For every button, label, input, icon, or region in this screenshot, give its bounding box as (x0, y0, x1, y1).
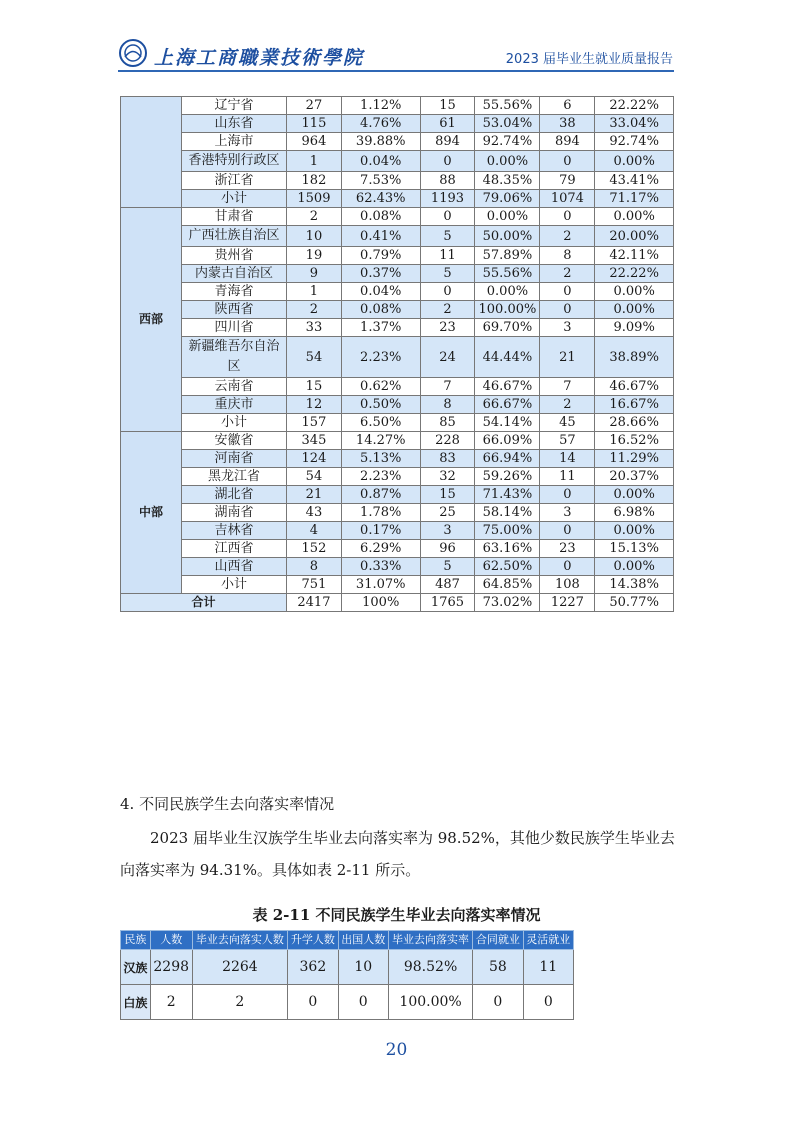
table-row (121, 576, 674, 594)
value-cell: 0 (540, 301, 595, 319)
value-cell: 6.29% (341, 540, 420, 558)
value-cell: 20.37% (595, 468, 674, 486)
value-cell: 44.44% (475, 337, 540, 378)
value-cell: 43 (287, 504, 342, 522)
province-cell: 香港特别行政区 (182, 151, 287, 172)
value-cell: 57.89% (475, 247, 540, 265)
value-cell: 92.74% (475, 133, 540, 151)
value-cell: 61 (420, 115, 475, 133)
value-cell: 894 (540, 133, 595, 151)
table-row (121, 486, 674, 504)
column-header: 毕业去向落实率 (388, 931, 472, 950)
value-cell: 2.23% (341, 337, 420, 378)
value-cell: 59.26% (475, 468, 540, 486)
value-cell: 1.37% (341, 319, 420, 337)
province-cell: 小计 (182, 190, 287, 208)
province-cell: 山东省 (182, 115, 287, 133)
value-cell: 0.79% (341, 247, 420, 265)
value-cell: 5.13% (341, 450, 420, 468)
region-cell (121, 97, 182, 208)
value-cell: 0.00% (595, 522, 674, 540)
column-header: 升学人数 (288, 931, 338, 950)
table-row (121, 133, 674, 151)
province-cell: 辽宁省 (182, 97, 287, 115)
value-cell: 62.43% (341, 190, 420, 208)
ethnicity-cell: 白族 (121, 985, 151, 1020)
value-cell: 22.22% (595, 265, 674, 283)
value-cell: 98.52% (388, 950, 472, 985)
region-cell: 西部 (121, 208, 182, 432)
value-cell: 15.13% (595, 540, 674, 558)
value-cell: 0 (540, 522, 595, 540)
value-cell: 33 (287, 319, 342, 337)
value-cell: 83 (420, 450, 475, 468)
province-cell: 内蒙古自治区 (182, 265, 287, 283)
value-cell: 69.70% (475, 319, 540, 337)
value-cell: 0 (540, 558, 595, 576)
value-cell: 6.50% (341, 414, 420, 432)
value-cell: 115 (287, 115, 342, 133)
value-cell: 100.00% (475, 301, 540, 319)
table-row (121, 115, 674, 133)
value-cell: 894 (420, 133, 475, 151)
province-cell: 陕西省 (182, 301, 287, 319)
value-cell: 46.67% (595, 378, 674, 396)
value-cell: 11 (523, 950, 573, 985)
value-cell: 96 (420, 540, 475, 558)
value-cell: 39.88% (341, 133, 420, 151)
value-cell: 1.12% (341, 97, 420, 115)
value-cell: 64.85% (475, 576, 540, 594)
value-cell: 345 (287, 432, 342, 450)
value-cell: 14.27% (341, 432, 420, 450)
section-heading: 4. 不同民族学生去向落实率情况 (120, 795, 335, 813)
province-cell: 山西省 (182, 558, 287, 576)
value-cell: 0.41% (341, 226, 420, 247)
value-cell: 2 (287, 208, 342, 226)
value-cell: 6.98% (595, 504, 674, 522)
table-row (121, 450, 674, 468)
value-cell: 0.00% (595, 151, 674, 172)
table-row (121, 950, 574, 985)
value-cell: 16.67% (595, 396, 674, 414)
table-row (121, 265, 674, 283)
value-cell: 85 (420, 414, 475, 432)
value-cell: 7.53% (341, 172, 420, 190)
column-header: 出国人数 (338, 931, 388, 950)
value-cell: 0.00% (475, 151, 540, 172)
value-cell: 2 (540, 396, 595, 414)
value-cell: 0.00% (595, 283, 674, 301)
value-cell: 55.56% (475, 265, 540, 283)
province-cell: 河南省 (182, 450, 287, 468)
value-cell: 9 (287, 265, 342, 283)
value-cell: 15 (287, 378, 342, 396)
value-cell: 7 (540, 378, 595, 396)
value-cell: 8 (540, 247, 595, 265)
value-cell: 0.04% (341, 283, 420, 301)
column-header: 人数 (150, 931, 192, 950)
value-cell: 0.37% (341, 265, 420, 283)
province-cell: 小计 (182, 576, 287, 594)
value-cell: 5 (420, 226, 475, 247)
province-cell: 云南省 (182, 378, 287, 396)
ethnicity-table (120, 930, 574, 1020)
value-cell: 2 (287, 301, 342, 319)
column-header: 灵活就业 (523, 931, 573, 950)
value-cell: 0.17% (341, 522, 420, 540)
value-cell: 362 (288, 950, 338, 985)
value-cell: 25 (420, 504, 475, 522)
value-cell: 54 (287, 468, 342, 486)
value-cell: 46.67% (475, 378, 540, 396)
table-row (121, 522, 674, 540)
value-cell: 0 (288, 985, 338, 1020)
value-cell: 0 (540, 283, 595, 301)
value-cell: 55.56% (475, 97, 540, 115)
value-cell: 28.66% (595, 414, 674, 432)
value-cell: 7 (420, 378, 475, 396)
region-cell: 中部 (121, 432, 182, 594)
province-cell: 青海省 (182, 283, 287, 301)
value-cell: 38 (540, 115, 595, 133)
value-cell: 0 (473, 985, 523, 1020)
province-cell: 湖南省 (182, 504, 287, 522)
table-row (121, 283, 674, 301)
table-row (121, 378, 674, 396)
value-cell: 31.07% (341, 576, 420, 594)
table-row (121, 540, 674, 558)
value-cell: 751 (287, 576, 342, 594)
value-cell: 11 (420, 247, 475, 265)
value-cell: 43.41% (595, 172, 674, 190)
value-cell: 182 (287, 172, 342, 190)
table-row (121, 172, 674, 190)
value-cell: 66.67% (475, 396, 540, 414)
value-cell: 0.87% (341, 486, 420, 504)
column-header: 合同就业 (473, 931, 523, 950)
value-cell: 0.08% (341, 208, 420, 226)
value-cell: 0 (420, 208, 475, 226)
total-value-cell: 100% (341, 594, 420, 612)
province-cell: 吉林省 (182, 522, 287, 540)
province-cell: 甘肃省 (182, 208, 287, 226)
value-cell: 0 (540, 151, 595, 172)
value-cell: 0.50% (341, 396, 420, 414)
province-cell: 安徽省 (182, 432, 287, 450)
school-name: 上海工商職業技術學院 (154, 47, 365, 69)
value-cell: 0.33% (341, 558, 420, 576)
province-cell: 上海市 (182, 133, 287, 151)
value-cell: 16.52% (595, 432, 674, 450)
value-cell: 15 (420, 486, 475, 504)
column-header: 毕业去向落实人数 (192, 931, 288, 950)
value-cell: 32 (420, 468, 475, 486)
report-title: 2023 届毕业生就业质量报告 (505, 52, 673, 67)
value-cell: 964 (287, 133, 342, 151)
value-cell: 1509 (287, 190, 342, 208)
value-cell: 38.89% (595, 337, 674, 378)
province-cell: 新疆维吾尔自治区 (182, 337, 287, 378)
total-value-cell: 1227 (540, 594, 595, 612)
value-cell: 1074 (540, 190, 595, 208)
value-cell: 42.11% (595, 247, 674, 265)
value-cell: 15 (420, 97, 475, 115)
value-cell: 2 (540, 265, 595, 283)
table-row (121, 247, 674, 265)
value-cell: 0 (420, 283, 475, 301)
total-label: 合计 (121, 594, 287, 612)
section-paragraph: 2023 届毕业生汉族学生毕业去向落实率为 98.52%，其他少数民族学生毕业去向落实率为 94.31%。具体如表 2-11 所示。 (120, 829, 675, 879)
table-row (121, 301, 674, 319)
table-row (121, 432, 674, 450)
value-cell: 48.35% (475, 172, 540, 190)
value-cell: 0.04% (341, 151, 420, 172)
value-cell: 0.00% (475, 208, 540, 226)
value-cell: 2264 (192, 950, 288, 985)
table-row (121, 504, 674, 522)
table-row (121, 190, 674, 208)
province-cell: 小计 (182, 414, 287, 432)
value-cell: 0.00% (475, 283, 540, 301)
value-cell: 21 (287, 486, 342, 504)
value-cell: 0.00% (595, 486, 674, 504)
value-cell: 157 (287, 414, 342, 432)
value-cell: 11.29% (595, 450, 674, 468)
province-cell: 广西壮族自治区 (182, 226, 287, 247)
value-cell: 79 (540, 172, 595, 190)
value-cell: 0 (420, 151, 475, 172)
school-logo-icon (118, 38, 148, 68)
table-row (121, 468, 674, 486)
table-row (121, 414, 674, 432)
value-cell: 8 (287, 558, 342, 576)
table-row (121, 985, 574, 1020)
value-cell: 66.94% (475, 450, 540, 468)
province-cell: 江西省 (182, 540, 287, 558)
table-row (121, 558, 674, 576)
value-cell: 23 (540, 540, 595, 558)
value-cell: 79.06% (475, 190, 540, 208)
province-cell: 贵州省 (182, 247, 287, 265)
value-cell: 92.74% (595, 133, 674, 151)
value-cell: 2 (150, 985, 192, 1020)
value-cell: 21 (540, 337, 595, 378)
value-cell: 100.00% (388, 985, 472, 1020)
value-cell: 71.43% (475, 486, 540, 504)
province-cell: 四川省 (182, 319, 287, 337)
total-value-cell: 1765 (420, 594, 475, 612)
value-cell: 33.04% (595, 115, 674, 133)
value-cell: 124 (287, 450, 342, 468)
value-cell: 19 (287, 247, 342, 265)
value-cell: 58.14% (475, 504, 540, 522)
value-cell: 1.78% (341, 504, 420, 522)
column-header: 民族 (121, 931, 151, 950)
value-cell: 2298 (150, 950, 192, 985)
value-cell: 0.00% (595, 208, 674, 226)
value-cell: 57 (540, 432, 595, 450)
value-cell: 0 (540, 208, 595, 226)
table-row (121, 337, 674, 378)
ethnicity-cell: 汉族 (121, 950, 151, 985)
value-cell: 2 (192, 985, 288, 1020)
value-cell: 5 (420, 558, 475, 576)
value-cell: 24 (420, 337, 475, 378)
value-cell: 4 (287, 522, 342, 540)
value-cell: 53.04% (475, 115, 540, 133)
total-row (121, 594, 674, 612)
table-row (121, 319, 674, 337)
value-cell: 14.38% (595, 576, 674, 594)
value-cell: 63.16% (475, 540, 540, 558)
value-cell: 2 (540, 226, 595, 247)
value-cell: 62.50% (475, 558, 540, 576)
page-header (0, 0, 793, 82)
value-cell: 10 (338, 950, 388, 985)
value-cell: 71.17% (595, 190, 674, 208)
table-caption: 表 2-11 不同民族学生毕业去向落实率情况 (252, 906, 541, 924)
value-cell: 8 (420, 396, 475, 414)
province-cell: 浙江省 (182, 172, 287, 190)
value-cell: 10 (287, 226, 342, 247)
value-cell: 75.00% (475, 522, 540, 540)
value-cell: 50.00% (475, 226, 540, 247)
value-cell: 45 (540, 414, 595, 432)
value-cell: 88 (420, 172, 475, 190)
page-number: 20 (385, 1040, 408, 1060)
value-cell: 12 (287, 396, 342, 414)
header-divider (118, 70, 674, 72)
value-cell: 487 (420, 576, 475, 594)
value-cell: 2.23% (341, 468, 420, 486)
value-cell: 1 (287, 283, 342, 301)
value-cell: 228 (420, 432, 475, 450)
total-value-cell: 2417 (287, 594, 342, 612)
value-cell: 11 (540, 468, 595, 486)
value-cell: 152 (287, 540, 342, 558)
value-cell: 54.14% (475, 414, 540, 432)
value-cell: 4.76% (341, 115, 420, 133)
total-value-cell: 73.02% (475, 594, 540, 612)
value-cell: 0.00% (595, 301, 674, 319)
table-row (121, 208, 674, 226)
value-cell: 23 (420, 319, 475, 337)
value-cell: 0 (523, 985, 573, 1020)
table-row (121, 226, 674, 247)
value-cell: 3 (540, 504, 595, 522)
value-cell: 54 (287, 337, 342, 378)
value-cell: 0 (338, 985, 388, 1020)
value-cell: 2 (420, 301, 475, 319)
value-cell: 58 (473, 950, 523, 985)
value-cell: 3 (540, 319, 595, 337)
table-row (121, 97, 674, 115)
value-cell: 66.09% (475, 432, 540, 450)
value-cell: 14 (540, 450, 595, 468)
value-cell: 0 (540, 486, 595, 504)
value-cell: 22.22% (595, 97, 674, 115)
value-cell: 9.09% (595, 319, 674, 337)
province-cell: 湖北省 (182, 486, 287, 504)
value-cell: 1 (287, 151, 342, 172)
value-cell: 20.00% (595, 226, 674, 247)
value-cell: 27 (287, 97, 342, 115)
value-cell: 108 (540, 576, 595, 594)
value-cell: 5 (420, 265, 475, 283)
table-row (121, 151, 674, 172)
province-cell: 重庆市 (182, 396, 287, 414)
province-cell: 黑龙江省 (182, 468, 287, 486)
value-cell: 0.62% (341, 378, 420, 396)
value-cell: 1193 (420, 190, 475, 208)
value-cell: 0.00% (595, 558, 674, 576)
table-row (121, 396, 674, 414)
total-value-cell: 50.77% (595, 594, 674, 612)
value-cell: 0.08% (341, 301, 420, 319)
value-cell: 6 (540, 97, 595, 115)
value-cell: 3 (420, 522, 475, 540)
province-employment-table (120, 96, 674, 612)
